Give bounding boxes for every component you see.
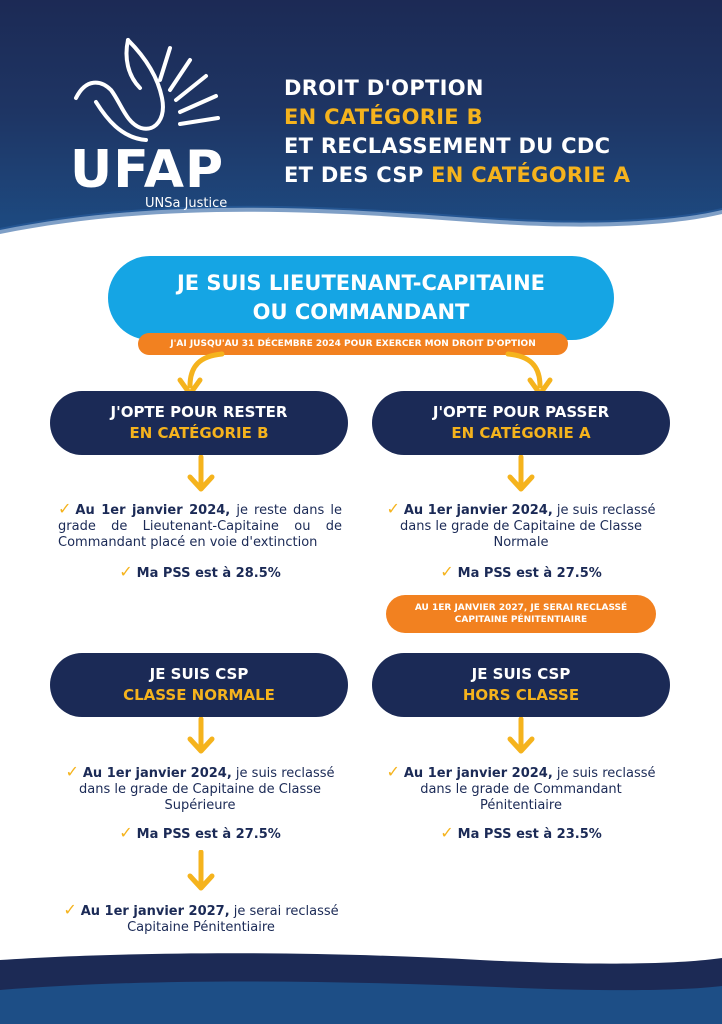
csp-normale-future-date: Au 1er janvier 2027,	[80, 904, 230, 919]
option-a-rest: je suis reclassé dans le grade de Capitaine de Classe Normale	[400, 503, 656, 550]
option-b-description	[58, 501, 342, 551]
title-line-4-highlight: EN CATÉGORIE A	[431, 163, 631, 187]
option-a-line-2: EN CATÉGORIE A	[451, 424, 591, 442]
csp-hors-description	[386, 764, 656, 814]
down-arrow-icon	[506, 455, 536, 493]
csp-normale-pss	[64, 825, 336, 843]
option-b-line-1: J'OPTE POUR RESTER	[110, 403, 288, 421]
logo-wordmark: UFAP	[70, 140, 225, 200]
csp-normale-pss-text: Ma PSS est à 27.5%	[136, 827, 281, 842]
option-b-line-2: EN CATÉGORIE B	[129, 424, 269, 442]
logo-subtitle: UNSa Justice	[145, 196, 228, 211]
title-line-1: DROIT D'OPTION	[284, 76, 484, 100]
csp-hors-line-1: JE SUIS CSP	[471, 665, 571, 683]
check-icon: ✓	[58, 499, 72, 518]
csp-hors-date: Au 1er janvier 2024,	[403, 766, 553, 781]
csp-normale-rest: je suis reclassé dans le grade de Capitaine de Classe Supérieure	[79, 766, 335, 813]
check-icon: ✓	[65, 762, 79, 781]
csp-normale-future-rest: je serai reclassé Capitaine Pénitentiaire	[127, 904, 339, 935]
csp-hors-pss	[386, 825, 656, 843]
csp-normale-pill	[50, 653, 348, 717]
csp-normale-date: Au 1er janvier 2024,	[82, 766, 232, 781]
down-arrow-icon	[186, 850, 216, 892]
deadline-badge: J'AI JUSQU'AU 31 DÉCEMBRE 2024 POUR EXERCER MON DROIT D'OPTION	[138, 333, 568, 355]
csp-hors-line-2: HORS CLASSE	[462, 686, 580, 704]
csp-normale-description	[64, 764, 336, 814]
csp-normale-line-2: CLASSE NORMALE	[123, 686, 275, 704]
option-a-date: Au 1er janvier 2024,	[403, 503, 553, 518]
csp-normale-line-1: JE SUIS CSP	[149, 665, 249, 683]
option-a-description	[386, 501, 656, 551]
check-icon: ✓	[386, 762, 400, 781]
check-icon: ✓	[440, 562, 454, 581]
down-arrow-icon	[186, 455, 216, 493]
csp-hors-rest: je suis reclassé dans le grade de Commandant Pénitentiaire	[420, 766, 656, 813]
check-icon: ✓	[386, 499, 400, 518]
option-a-line-1: J'OPTE POUR PASSER	[432, 403, 610, 421]
check-icon: ✓	[119, 823, 133, 842]
title-line-4	[284, 161, 630, 190]
check-icon: ✓	[440, 823, 454, 842]
option-b-date: Au 1er janvier 2024,	[75, 503, 231, 518]
future-reclass-badge	[386, 595, 656, 633]
check-icon: ✓	[63, 900, 77, 919]
future-reclass-text: AU 1ER JANVIER 2027, JE SERAI RECLASSÉ CAPITAINE PÉNITENTIAIRE	[414, 603, 628, 625]
option-b-pill	[50, 391, 348, 455]
option-b-rest: je reste dans le grade de Lieutenant-Capitaine ou de Commandant placé en voie d'extinction	[58, 503, 342, 550]
page-title	[284, 74, 630, 190]
csp-hors-pill	[372, 653, 670, 717]
option-a-pss-text: Ma PSS est à 27.5%	[457, 566, 602, 581]
hero-line-1: JE SUIS LIEUTENANT-CAPITAINE	[176, 271, 546, 295]
option-b-pss	[58, 564, 342, 582]
option-a-pss	[386, 564, 656, 582]
down-arrow-icon	[186, 717, 216, 755]
title-line-3: ET RECLASSEMENT DU CDC	[284, 134, 611, 158]
option-b-pss-text: Ma PSS est à 28.5%	[136, 566, 281, 581]
title-line-4-prefix: ET DES CSP	[284, 163, 432, 187]
down-arrow-icon	[506, 717, 536, 755]
hero-banner	[108, 256, 614, 340]
option-a-pill	[372, 391, 670, 455]
check-icon: ✓	[119, 562, 133, 581]
footer-wave	[0, 930, 722, 1024]
title-line-2: EN CATÉGORIE B	[284, 105, 483, 129]
hero-line-2: OU COMMANDANT	[252, 300, 470, 324]
csp-hors-pss-text: Ma PSS est à 23.5%	[457, 827, 602, 842]
